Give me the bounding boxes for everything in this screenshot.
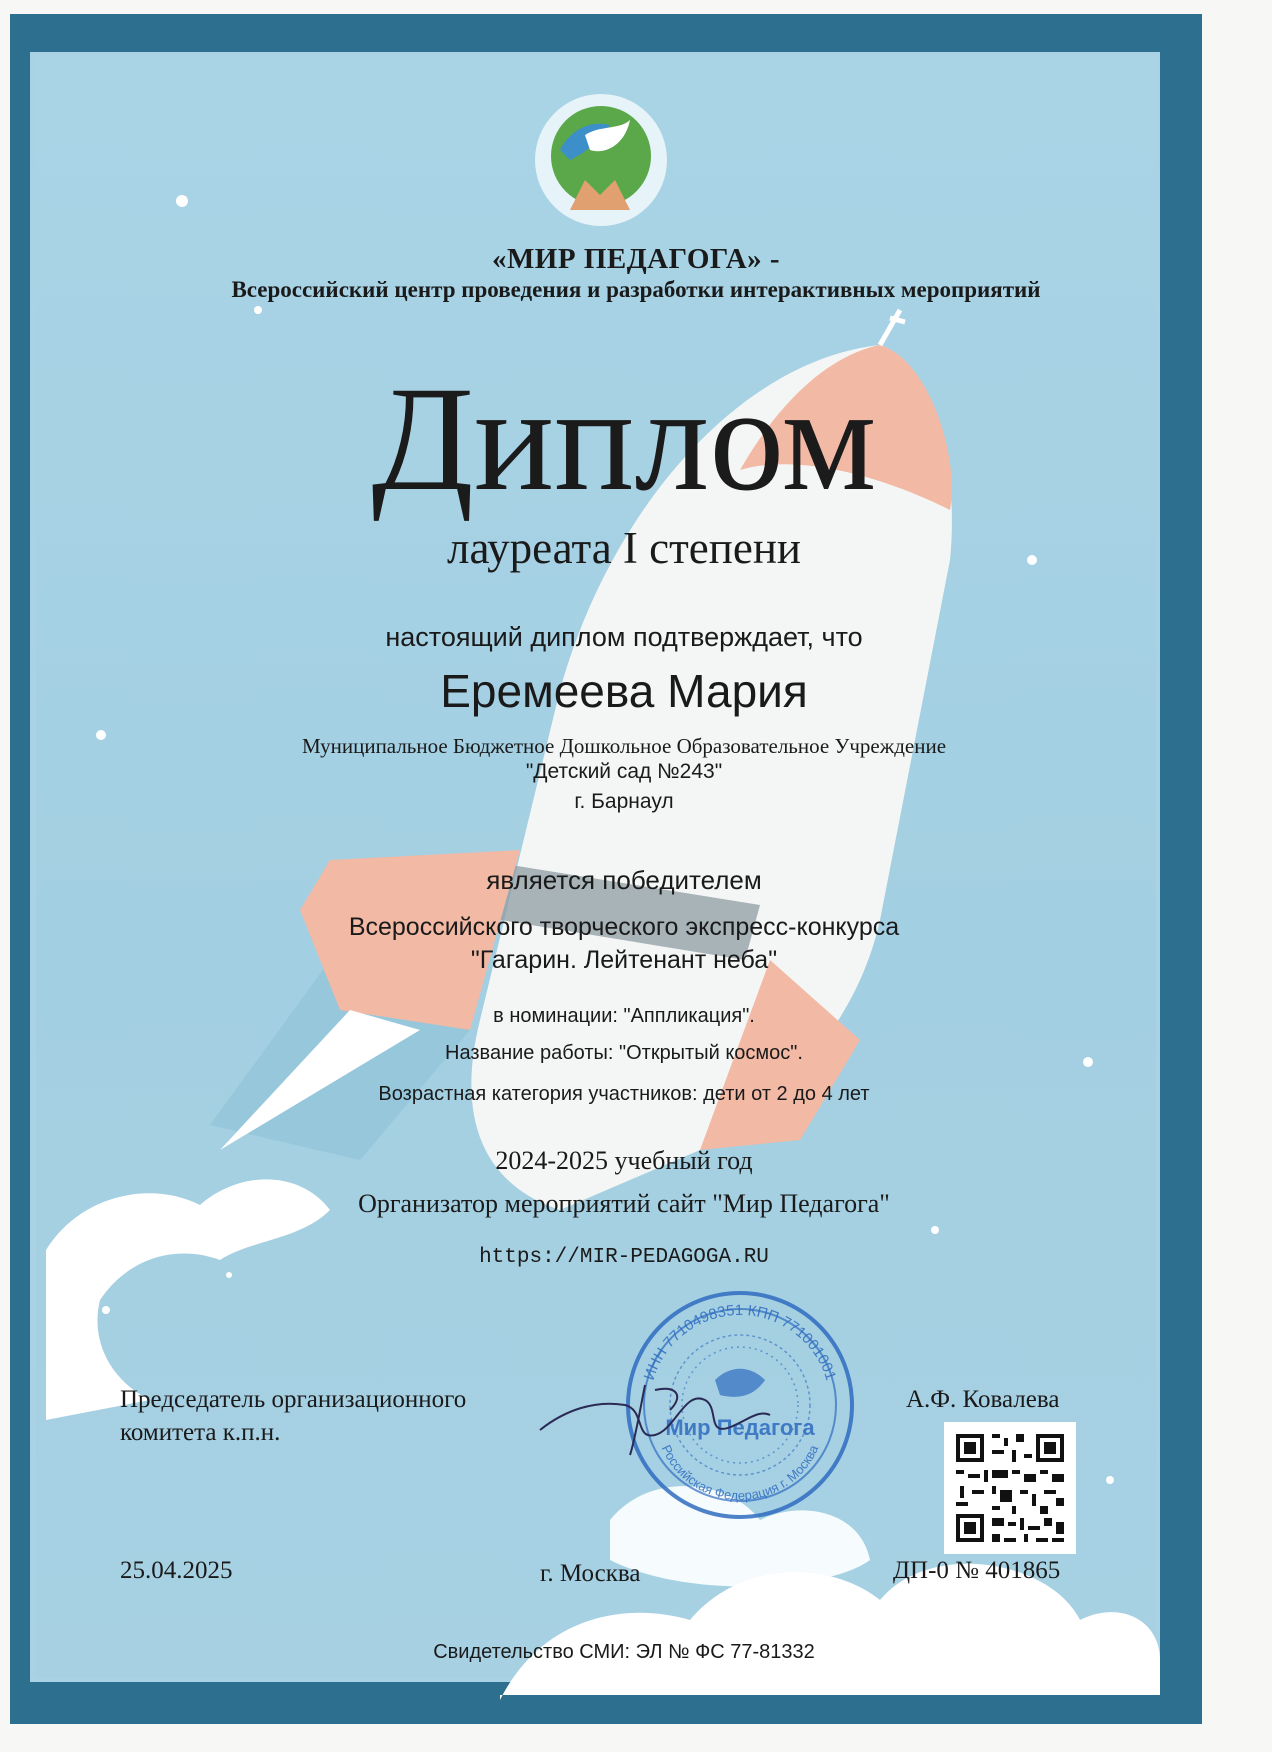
work-title: Название работы: "Открытый космос". (445, 1042, 803, 1064)
diploma-subtitle: лауреата I степени (447, 523, 801, 573)
chair-signature (535, 1370, 775, 1460)
stamp-bottom-text: Российская Федерация г. Москва (658, 1442, 822, 1504)
diploma-title: Диплом (371, 356, 877, 522)
institution-line-1: Муниципальное Бюджетное Дошкольное Образовательное Учреждение (301, 734, 947, 758)
diploma-number: ДП-0 № 401865 (893, 1557, 1061, 1584)
qr-code (944, 1422, 1076, 1554)
institution-line-2: "Детский сад №243" (525, 760, 723, 783)
winner-status: является победителем (486, 865, 762, 895)
recipient-name: Еремеева Мария (440, 665, 808, 717)
contest-line-2: "Гагарин. Лейтенант неба" (470, 946, 778, 974)
chair-title-line-1: Председатель организационного (120, 1386, 467, 1413)
institution-line-3: г. Барнаул (574, 790, 674, 813)
rocket-antenna (880, 310, 905, 345)
mir-pedagoga-logo (530, 90, 672, 230)
age-category: Возрастная категория участников: дети от 2 до 4 лет (378, 1083, 870, 1105)
website-link[interactable]: https://MIR-PEDAGOGA.RU (479, 1246, 769, 1269)
organization-description: Всероссийский центр проведения и разработки интерактивных мероприятий (231, 277, 1041, 302)
stamp-center-text: Мир Педагога (665, 1415, 815, 1440)
signer-name: А.Ф. Ковалева (906, 1386, 1060, 1413)
contest-line-1: Всероссийского творческого экспресс-конкурса (348, 913, 900, 941)
organizer: Организатор мероприятий сайт "Мир Педагога" (358, 1189, 890, 1218)
nomination: в номинации: "Аппликация". (493, 1005, 755, 1027)
media-certificate: Свидетельство СМИ: ЭЛ № ФС 77-81332 (433, 1641, 815, 1663)
confirmation-text: настоящий диплом подтверждает, что (385, 622, 863, 652)
issue-city: г. Москва (540, 1560, 641, 1587)
stamp-top-text: ИНН 7710498351 КПП 771001001 (640, 1301, 840, 1383)
issue-date: 25.04.2025 (120, 1557, 233, 1584)
chair-title-line-2: комитета к.п.н. (120, 1419, 281, 1446)
organization-name: «МИР ПЕДАГОГА» - (491, 243, 781, 275)
academic-year: 2024-2025 учебный год (495, 1146, 753, 1175)
